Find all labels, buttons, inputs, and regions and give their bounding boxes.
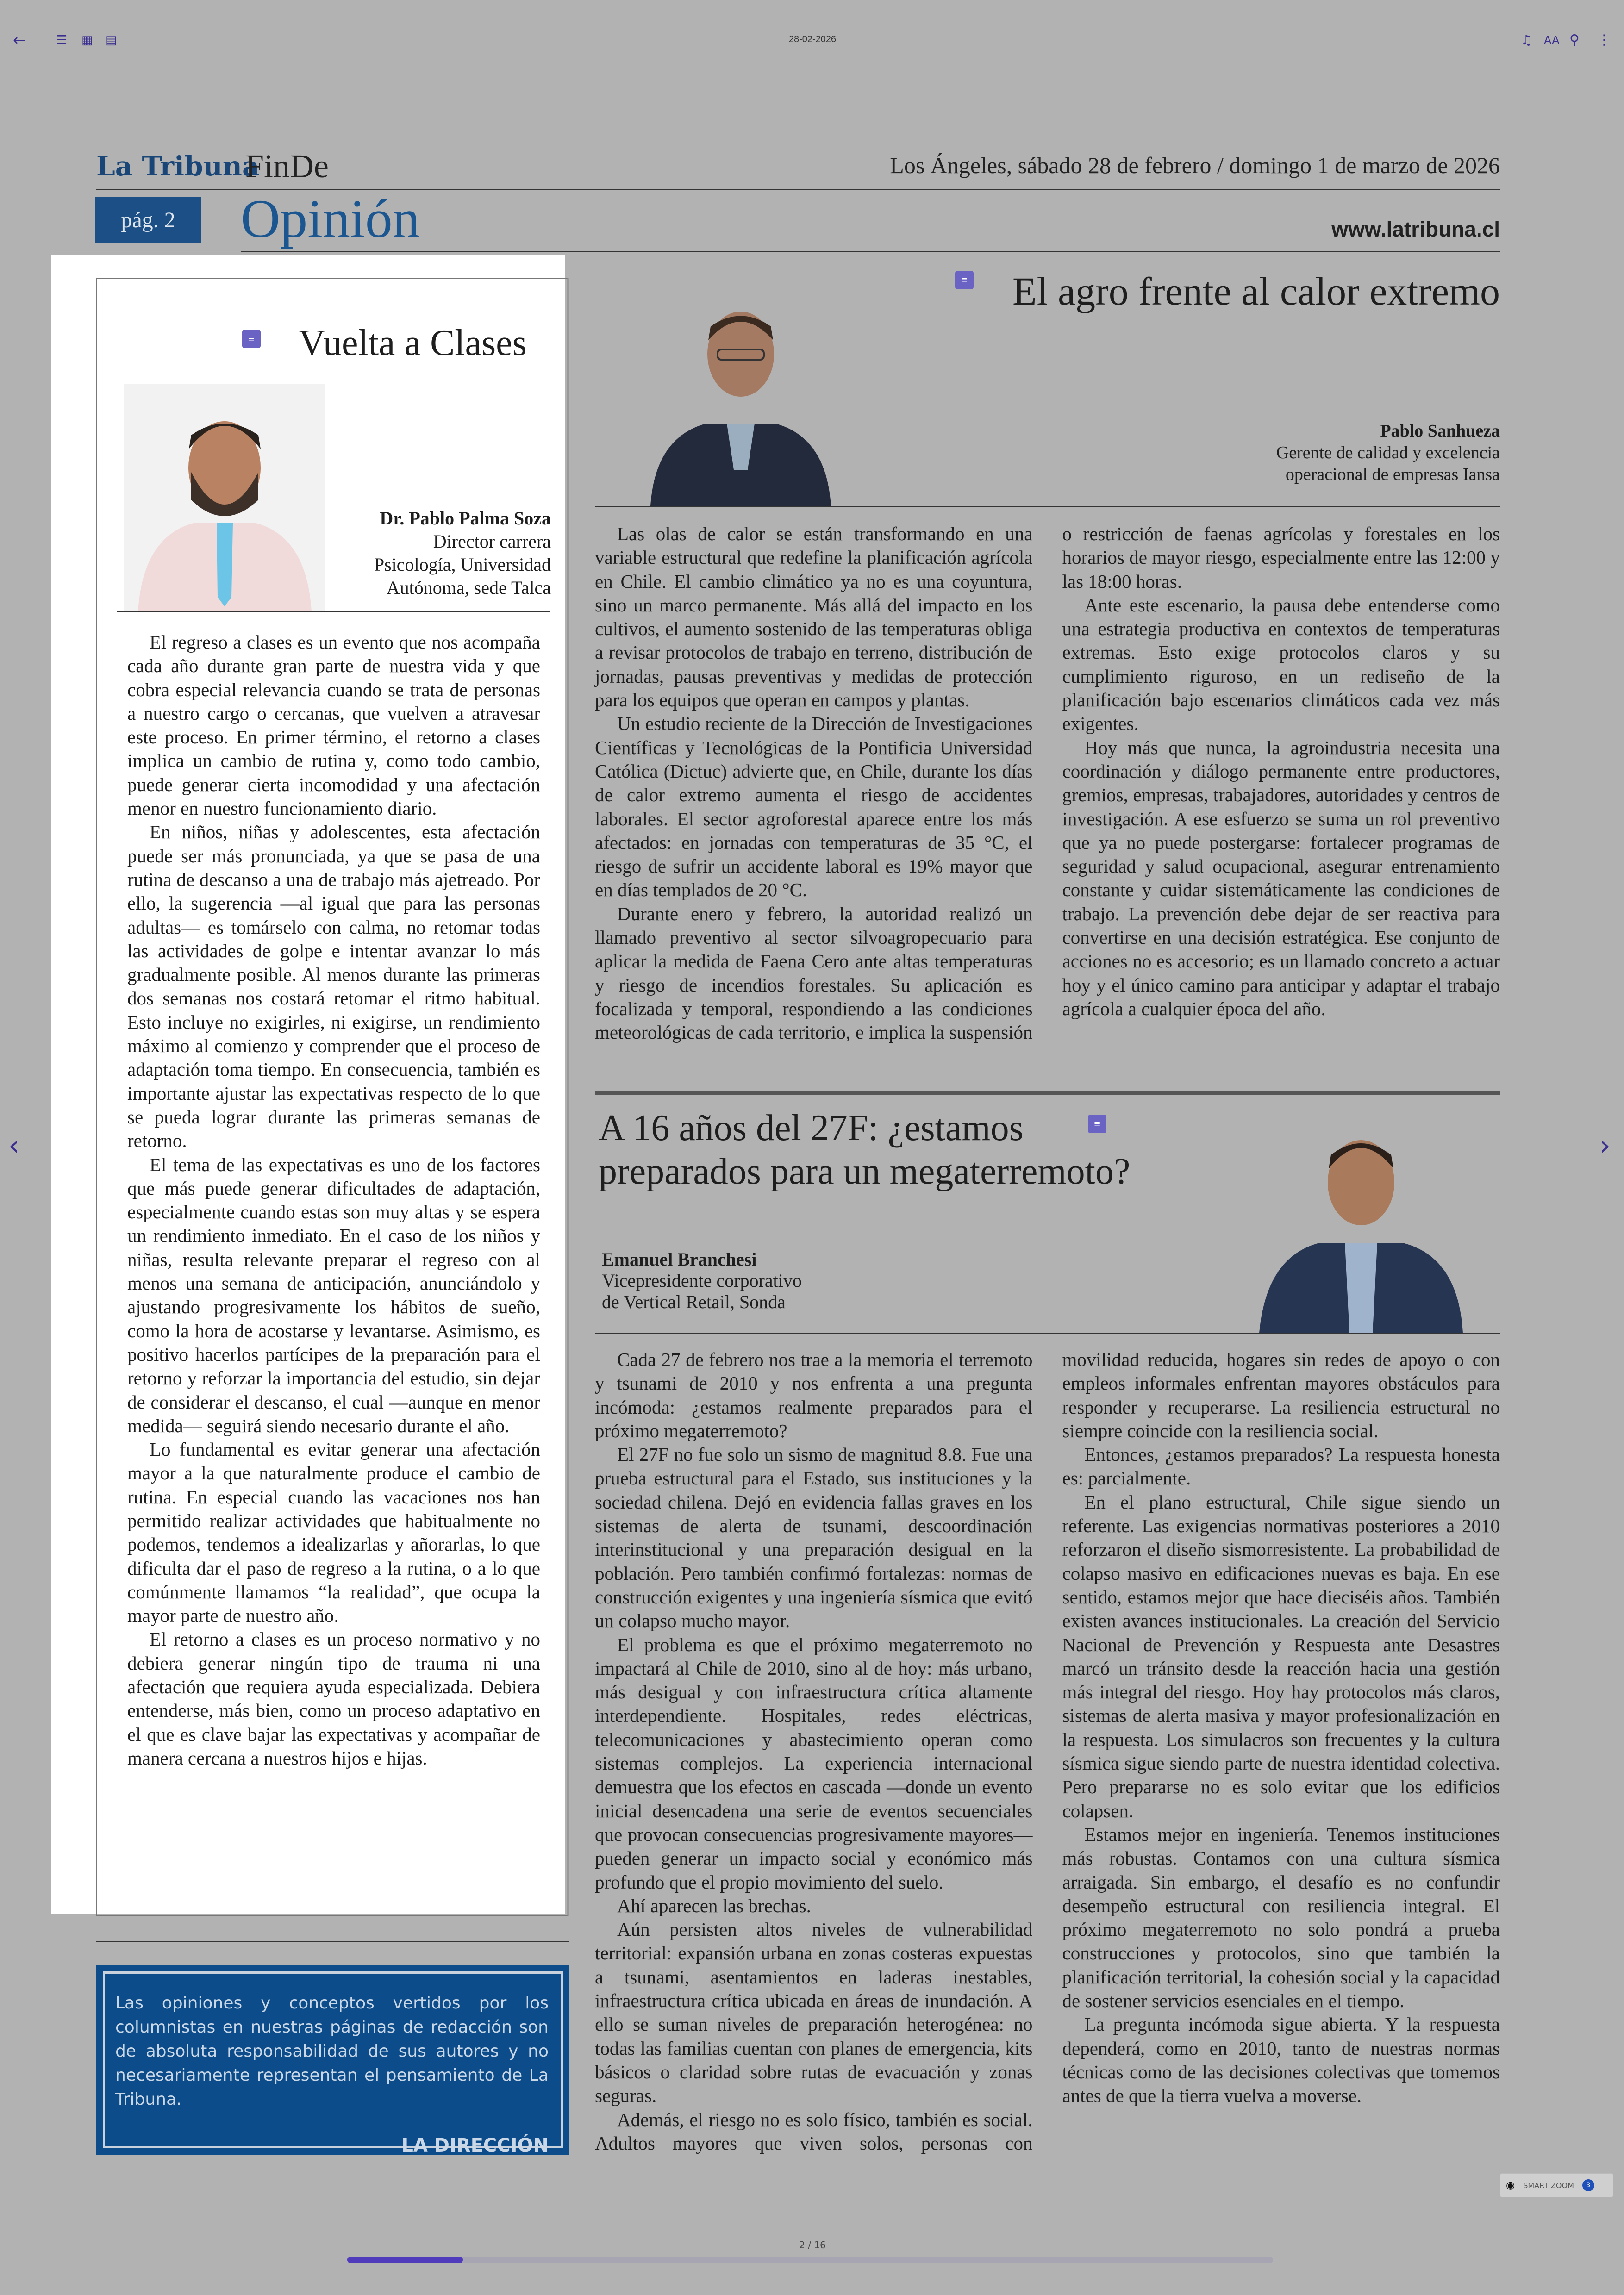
byline-rule <box>595 506 1500 507</box>
paragraph: Entonces, ¿estamos preparados? La respuesta honesta es: parcialmente. <box>1062 1444 1500 1489</box>
author-role-line: Gerente de calidad y excelencia <box>1276 443 1500 462</box>
disclaimer-signature: LA DIRECCIÓN <box>401 2135 549 2156</box>
author-role-line: operacional de empresas Iansa <box>1285 465 1500 484</box>
paragraph: Además, el riesgo no es solo físico, también es social. Adultos mayores que viven solos, personas con movilidad reducida, hogares sin redes de apoyo o con empleos informales enfrentan mayores obstáculos para responder y recuperarse. La resiliencia estructural no siempre coincide con la resiliencia social. <box>595 1349 1500 2154</box>
article-title: Vuelta a Clases <box>299 323 527 363</box>
smart-zoom-button[interactable] <box>1500 2173 1613 2197</box>
article-marker-icon[interactable]: ≡ <box>242 330 261 348</box>
paragraph: El problema es que el próximo megaterremoto no impactará al Chile de 2010, sino al de hoy: más urbano, más desigual y con infraestructura crítica altamente interdependiente. Hospitales, redes eléctricas, telecomunicaciones y abastecimiento operan como sistemas complejos. La experiencia internacional demuestra que los efectos en cascada —donde un evento inicial desencadena una serie de eventos secuenciales que provocan consecuencias progresivamente mayores— pueden generar un impacto social y económico más profundo que el propio movimiento del suelo. <box>595 1634 1033 1893</box>
paragraph: El 27F no fue solo un sismo de magnitud 8.8. Fue una prueba estructural para el Estado, sus instituciones y la sociedad chilena. Dejó en evidencia fallas graves en los sistemas de alerta de tsunami, descoordinación interinstitucional y una preparación desigual en la población. Pero también confirmó fortalezas: normas de construcción exigentes y una ingeniería sísmica que evitó un colapso mucho mayor. <box>595 1444 1033 1632</box>
paragraph: El retorno a clases es un proceso normativo y no debiera generar ningún tipo de trauma ni una afectación que requiera ayuda especializada. Debiera entenderse, más bien, como un proceso adaptativo en el que es clave bajar las expectativas y acompañar de manera cercana a nuestros hijos e hijas. <box>127 1628 540 1769</box>
grid-view-icon[interactable]: ▦ <box>81 33 93 47</box>
paragraph: Un estudio reciente de la Dirección de Investigaciones Científicas y Tecnológicas de la Pontificia Universidad Católica (Dictuc) advierte que, en Chile, durante los días de calor extremo aumenta el riesgo de accidentes laborales. El sector agroforestal aparece entre los más afectados: en jornadas con temperaturas de 35 °C, el riesgo de sufrir un accidente laboral es 19% mayor que en días templados de 20 °C. <box>595 713 1033 901</box>
author-block <box>1176 420 1500 486</box>
paragraph: El regreso a clases es un evento que nos acompaña cada año durante gran parte de nuestra vida y que cobra especial relevancia cuando se trata de personas a nuestro cargo o cercanas, que vuelven a atravesar este proceso. En primer término, el retorno a clases implica un cambio de rutina y, como todo cambio, puede generar cierta incomodidad y una afectación menor en nuestro funcionamiento diario. <box>127 631 540 819</box>
back-arrow-icon[interactable]: ← <box>13 31 26 50</box>
paragraph: Ante este escenario, la pausa debe entenderse como una estrategia productiva en contextos de temperaturas extremas. Esto exige protocolos claros y su cumplimiento riguroso, en un rediseño de la planificación bajo escenarios climáticos cada vez más exigentes. <box>1062 594 1500 735</box>
website-link: www.latribuna.cl <box>1331 217 1500 241</box>
author-role-line: Psicología, Universidad <box>374 554 551 575</box>
smart-zoom-count-badge: 3 <box>1582 2179 1594 2191</box>
smart-zoom-label: SMART ZOOM <box>1523 2181 1574 2190</box>
previous-page-arrow-icon[interactable]: ‹ <box>8 1129 19 1162</box>
paragraph: Aún persisten altos niveles de vulnerabilidad territorial: expansión urbana en zonas costeras expuestas a tsunami, asentamientos en laderas inestables, infraestructura crítica ubicada en áreas de inundación. A ello se suman niveles de preparación heterogénea: no todas las familias cuentan con planes de emergencia, kits básicos o claridad sobre rutas de evacuación y zonas seguras. <box>595 1919 1033 2107</box>
paragraph: Las olas de calor se están transformando en una variable estructural que redefine la planificación agrícola en Chile. El cambio climático ya no es una coyuntura, sino un marco permanente. Más allá del impacto en los cultivos, el aumento sostenido de las temperaturas obliga a revisar protocolos de trabajo en terreno, distribución de jornadas, pausas preventivas y medidas de protección para los equipos que operan en campos y plantas. <box>595 523 1033 711</box>
article-divider <box>595 1091 1500 1095</box>
text-size-icon[interactable]: AA <box>1544 34 1560 47</box>
author-photo <box>1255 1118 1468 1333</box>
paragraph: Hoy más que nunca, la agroindustria necesita una coordinación y diálogo permanente entre productores, gremios, empresas, trabajadores, autoridades y centros de investigación. A ese esfuerzo se suma un rol preventivo que ya no puede postergarse: fortalecer programas de seguridad y salud ocupacional, asegurar entrenamiento constante y cuidar sistemáticamente las condiciones de trabajo. La prevención debe dejar de ser reactiva para convertirse en una decisión estratégica. Ese conjunto de acciones no es accesorio; es un llamado concreto a actuar hoy y el único camino para anticipar y adaptar el trabajo agrícola a cualquier época del año. <box>1062 736 1500 1019</box>
article-title-line: A 16 años del 27F: ¿estamos <box>599 1108 1024 1148</box>
author-name: Emanuel Branchesi <box>602 1249 757 1270</box>
paragraph: Estamos mejor en ingeniería. Tenemos instituciones más robustas. Contamos con una cultura sísmica arraigada. Sin embargo, el desafío es no confundir desempeño estructural con resiliencia integral. El próximo megaterremoto no solo pondrá a prueba construcciones y protocolos, sino que también la planificación territorial, la cohesión social y la capacidad de sostener servicios esenciales en el tiempo. <box>1062 1823 1500 2012</box>
search-icon[interactable]: ⚲ <box>1569 32 1580 48</box>
author-role-line: Director carrera <box>433 531 551 552</box>
author-photo <box>124 384 325 612</box>
page-view-icon[interactable]: ▤ <box>106 33 117 47</box>
article-body <box>595 522 1500 1045</box>
disclaimer-text: Las opiniones y conceptos vertidos por los columnistas en nuestras páginas de redacción son de absoluta responsabilidad de sus autores y no necesariamente representan el pensamiento de La Tribuna. <box>115 1994 549 2109</box>
paragraph: La pregunta incómoda sigue abierta. Y la respuesta dependerá, como en 2010, tanto de nuestras normas técnicas como de las decisiones colectivas que tomemos antes de que la tierra vuelva a moverse. <box>1062 2014 1500 2107</box>
article-title: El agro frente al calor extremo <box>1012 269 1500 313</box>
article-body <box>127 630 540 1770</box>
author-role-line: de Vertical Retail, Sonda <box>602 1291 786 1312</box>
issue-date: Los Ángeles, sábado 28 de febrero / domingo 1 de marzo de 2026 <box>890 152 1500 178</box>
section-rule <box>241 251 1500 252</box>
more-options-icon[interactable]: ⋮ <box>1597 32 1611 48</box>
byline-rule <box>595 1333 1500 1334</box>
headphones-icon[interactable]: ♫ <box>1521 32 1533 48</box>
edition-name: FinDe <box>245 148 329 185</box>
edition-date: 28-02-2026 <box>788 34 837 44</box>
paragraph: En el plano estructural, Chile sigue siendo un referente. Las exigencias normativas posteriores a 2010 reforzaron el diseño sismorresistente. La probabilidad de colapso masivo en edificaciones nuevas es baja. En ese sentido, estamos mejor que hace dieciséis años. También existen avances institucionales. La creación del Servicio Nacional de Prevención y Respuesta ante Desastres marcó un tránsito desde la reacción hacia una gestión más integral del riesgo. Hoy hay protocolos más claros, sistemas de alerta masiva y mayor profesionalización en la respuesta. Los simulacros son frecuentes y la cultura sísmica sigue siendo parte de nuestra identidad colectiva. Pero prepararse no es solo evitar que los edificios colapsen. <box>1062 1491 1500 1821</box>
disclaimer-rule <box>96 1941 569 1942</box>
author-role-line: Autónoma, sede Talca <box>386 577 551 598</box>
page-progress-fill <box>347 2257 463 2263</box>
paragraph: Cada 27 de febrero nos trae a la memoria el terremoto y tsunami de 2010 y nos enfrenta a una pregunta incómoda: ¿estamos realmente preparados para el próximo megaterremoto? <box>595 1349 1033 1441</box>
author-block <box>602 1249 802 1313</box>
paragraph: Lo fundamental es evitar generar una afectación mayor a la que naturalmente produce el cambio de rutina. En especial cuando las vacaciones nos han permitido realizar actividades que habitualmente no podemos, tendemos a idealizarlas y añorarlas, lo que dificulta dar el paso de regreso a la rutina, o a lo que comúnmente llamamos “la realidad”, que ocupa la mayor parte de nuestro año. <box>127 1439 540 1627</box>
author-block <box>319 507 551 599</box>
article-marker-icon[interactable]: ≡ <box>1088 1115 1106 1133</box>
page-progress-slider[interactable] <box>347 2257 1273 2263</box>
article-title-line: preparados para un megaterremoto? <box>599 1151 1131 1192</box>
list-view-icon[interactable]: ☰ <box>56 33 68 47</box>
paragraph: Ahí aparecen las brechas. <box>617 1895 811 1916</box>
page-indicator: 2 / 16 <box>799 2239 826 2251</box>
byline-rule <box>117 611 550 612</box>
author-role-line: Vicepresidente corporativo <box>602 1270 802 1291</box>
author-photo <box>646 285 836 506</box>
article-title <box>599 1106 1130 1193</box>
page-number-badge: pág. 2 <box>95 197 201 243</box>
next-page-arrow-icon[interactable]: › <box>1599 1129 1611 1162</box>
editorial-disclaimer <box>96 1965 569 2155</box>
paragraph: El tema de las expectativas es uno de los factores que más puede generar dificultades de adaptación, especialmente cuando estas son muy altas y se espera un rendimiento inmediato. En el caso de los niños y niñas, resulta relevante preparar el regreso con al menos una semana de anticipación, anunciándolo y ajustando progresivamente los hábitos de sueño, como la hora de acostarse y levantarse. Asimismo, es positivo hacerlos partícipes de la preparación para el retorno y reforzar la importancia del estudio, sin dejar de considerar el descanso, el cual —aunque en menor medida— seguirá siendo necesario durante el año. <box>127 1154 540 1436</box>
paragraph: En niños, niñas y adolescentes, esta afectación puede ser más pronunciada, ya que se pasa de una rutina de descanso a una de trabajo más ajetreado. Por ello, la sugerencia —al igual que para las personas adultas— es tomárselo con calma, no retomar todas las actividades de golpe e intentar avanzar lo más gradualmente posible. Al menos durante las primeras dos semanas nos costará retomar el ritmo habitual. Esto incluye no exigirles, ni exigirse, un rendimiento máximo al comienzo y comprender que el proceso de adaptación toma tiempo. En consecuencia, también es importante ajustar las expectativas respecto de lo que se pueda lograr durante las primeras semanas de retorno. <box>127 821 540 1152</box>
article-marker-icon[interactable]: ≡ <box>955 271 974 289</box>
article-body <box>595 1348 1500 2155</box>
author-name: Dr. Pablo Palma Soza <box>380 508 551 529</box>
section-title: Opinión <box>241 188 420 249</box>
eye-icon: ◉ <box>1506 2179 1515 2191</box>
newspaper-logo: La Tribuna <box>96 150 260 182</box>
author-name: Pablo Sanhueza <box>1380 421 1500 441</box>
paragraph: Durante enero y febrero, la autoridad realizó un llamado preventivo al sector silvoagropecuario para aplicar la medida de Faena Cero ante altas temperaturas y riesgo de incendios forestales. Su aplicación es focalizada y temporal, respondiendo a las condiciones meteorológicas de cada territorio, e implica la suspensión o restricción de faenas agrícolas y forestales en los horarios de mayor riesgo, especialmente entre las 12:00 y las 18:00 horas. <box>595 523 1500 1043</box>
